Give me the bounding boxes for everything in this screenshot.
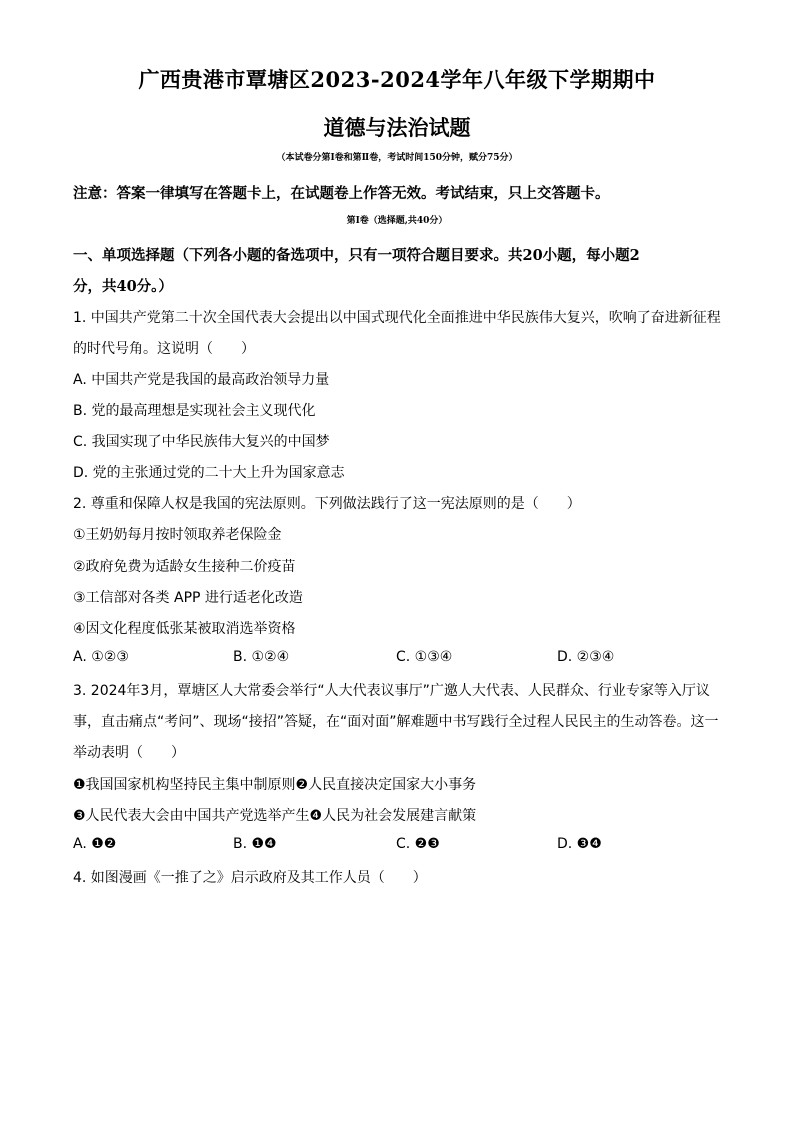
exam-subtitle: 道德与法治试题 [323,115,471,140]
q1-option-a: A. 中国共产党是我国的最高政治领导力量 [73,372,330,388]
q2-option-c: C. ①③④ [396,649,453,665]
exam-info: （本试卷分第Ⅰ卷和第Ⅱ卷，考试时间150分钟，赋分75分） [276,153,518,163]
q3-items-row-2: ❸人民代表大会由中国共产党选举产生❹人民为社会发展建言献策 [73,808,477,824]
q3-option-a: A. ❶❷ [73,836,117,852]
instructions-line-1: 一、单项选择题（下列各小题的备选项中，只有一项符合题目要求。共20小题，每小题2 [73,247,640,264]
q2-option-d: D. ②③④ [557,649,615,665]
q1-option-c: C. 我国实现了中华民族伟大复兴的中国梦 [73,434,330,450]
q2-item-4: ④因文化程度低张某被取消选举资格 [73,621,296,637]
instructions-line-2: 分，共40分。） [73,278,173,295]
exam-title: 广西贵港市覃塘区2023-2024学年八年级下学期期中 [138,67,656,92]
section-title: 第Ⅰ卷（选择题,共40分） [346,216,448,226]
q1-stem-line-2: 的时代号角。这说明（ ） [73,341,255,357]
exam-notice: 注意：答案一律填写在答题卡上，在试题卷上作答无效。考试结束，只上交答题卡。 [73,185,610,202]
q3-items-row-1: ❶我国国家机构坚持民主集中制原则❷人民直接决定国家大小事务 [73,777,477,793]
q3-stem-line-1: 3. 2024年3月，覃塘区人大常委会举行“人大代表议事厅”广邀人大代表、人民群众、行业专家等入厅议 [73,683,710,699]
q2-stem: 2. 尊重和保障人权是我国的宪法原则。下列做法践行了这一宪法原则的是（ ） [73,496,581,512]
q3-option-b: B. ❶❹ [233,836,277,852]
q3-stem-line-2: 事，直击痛点“考问”、现场“接招”答疑，在“面对面”解难题中书写践行全过程人民民主的生动答卷。这一 [73,714,719,730]
q2-option-b: B. ①②④ [233,649,290,665]
q2-item-2: ②政府免费为适龄女生接种二价疫苗 [73,559,296,575]
q1-option-d: D. 党的主张通过党的二十大上升为国家意志 [73,465,345,481]
q2-item-1: ①王奶奶每月按时领取养老保险金 [73,527,282,543]
q2-item-3: ③工信部对各类 APP 进行适老化改造 [73,590,303,606]
q4-stem: 4. 如图漫画《一推了之》启示政府及其工作人员（ ） [73,870,427,886]
q3-option-c: C. ❷❸ [396,836,440,852]
q3-option-d: D. ❸❹ [557,836,602,852]
q1-option-b: B. 党的最高理想是实现社会主义现代化 [73,403,316,419]
q1-stem-line-1: 1. 中国共产党第二十次全国代表大会提出以中国式现代化全面推进中华民族伟大复兴，吹响了奋进新征程 [73,310,721,326]
q3-stem-line-3: 举动表明（ ） [73,745,185,761]
q2-option-a: A. ①②③ [73,649,129,665]
